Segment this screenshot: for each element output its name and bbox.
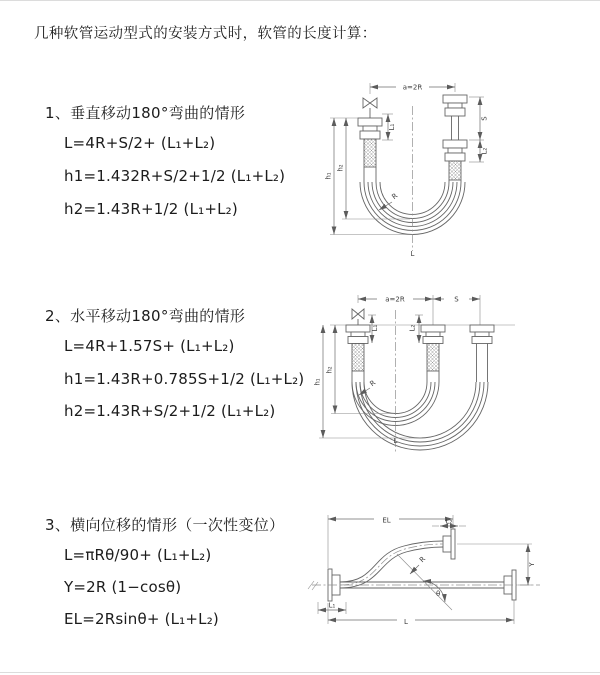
dim-label-y: Y bbox=[528, 562, 536, 567]
dim-l bbox=[328, 600, 514, 626]
dim-label-h1: h₁ bbox=[313, 378, 322, 386]
section1-formula-h1: h1=1.432R+S/2+1/2 (L₁+L₂) bbox=[64, 167, 286, 185]
page-bottom-edge bbox=[0, 672, 600, 673]
dim-label-l2: L₂ bbox=[445, 517, 453, 526]
hose-u-bend-position2 bbox=[352, 382, 488, 450]
section2-heading: 2、水平移动180°弯曲的情形 bbox=[45, 307, 246, 325]
dim-label-s: S bbox=[454, 295, 459, 304]
dim-l1 bbox=[382, 114, 396, 140]
dim-l2 bbox=[469, 140, 489, 162]
dim-label-a2r: a=2R bbox=[385, 295, 405, 304]
centerline-break-mark bbox=[308, 581, 318, 590]
dim-s bbox=[469, 97, 489, 140]
dim-label-s: S bbox=[480, 116, 489, 121]
length-label: L bbox=[393, 437, 398, 445]
valve-icon bbox=[363, 98, 377, 118]
dim-label-l1: L₁ bbox=[371, 324, 379, 332]
page-top-edge bbox=[0, 0, 600, 1]
diagram-horizontal-180-bend bbox=[310, 282, 600, 462]
displaced-end-flange bbox=[443, 529, 455, 559]
dim-label-l1: L₁ bbox=[388, 123, 396, 131]
radius-label: R bbox=[368, 378, 378, 389]
dim-label-h2: h₂ bbox=[336, 164, 345, 172]
middle-pipe-fitting bbox=[421, 325, 445, 371]
section1-formula-L: L=4R+S/2+ (L₁+L₂) bbox=[64, 134, 216, 152]
dim-l1 bbox=[318, 602, 346, 615]
diagram-lateral-displacement bbox=[300, 498, 600, 653]
right-pipe-fitting bbox=[443, 95, 467, 180]
dim-label-h2: h₂ bbox=[325, 366, 334, 374]
left-pipe-fitting bbox=[358, 118, 382, 167]
length-label: L bbox=[410, 250, 415, 258]
dim-y bbox=[457, 544, 536, 585]
dim-label-h1: h₁ bbox=[324, 172, 333, 180]
section2-formula-L: L=4R+1.57S+ (L₁+L₂) bbox=[64, 337, 235, 355]
left-pipe-fitting bbox=[346, 325, 370, 371]
dim-label-el: EL bbox=[382, 516, 391, 525]
radius-label: R bbox=[390, 191, 400, 202]
dim-s bbox=[433, 296, 480, 304]
section1-heading: 1、垂直移动180°弯曲的情形 bbox=[45, 104, 246, 122]
section3-formula-EL: EL=2Rsinθ+ (L₁+L₂) bbox=[64, 610, 219, 628]
section3-formula-Y: Y=2R (1−cosθ) bbox=[64, 578, 182, 596]
valve-icon bbox=[352, 309, 364, 325]
radius-callout bbox=[410, 555, 427, 574]
dim-label-l1: L₁ bbox=[328, 601, 336, 610]
section1-formula-h2: h2=1.43R+1/2 (L₁+L₂) bbox=[64, 200, 238, 218]
dim-a2r bbox=[370, 83, 455, 94]
dim-label-l: L bbox=[404, 618, 408, 626]
dim-label-l2: L₂ bbox=[408, 324, 417, 332]
dim-label-a2r: a=2R bbox=[402, 83, 423, 92]
radius-label: R bbox=[418, 555, 428, 565]
dim-label-l2: L₂ bbox=[480, 147, 489, 155]
diagram-vertical-180-bend bbox=[312, 70, 600, 260]
angle-label: θ bbox=[436, 590, 441, 598]
hose-s-curve bbox=[340, 541, 443, 588]
section3-heading: 3、横向位移的情形（一次性变位） bbox=[45, 516, 285, 534]
page-title: 几种软管运动型式的安装方式时，软管的长度计算： bbox=[34, 26, 377, 42]
section3-formula-L: L=πRθ/90+ (L₁+L₂) bbox=[64, 546, 212, 564]
section2-formula-h2: h2=1.43R+S/2+1/2 (L₁+L₂) bbox=[64, 402, 276, 420]
section2-formula-h1: h1=1.43R+0.785S+1/2 (L₁+L₂) bbox=[64, 370, 305, 388]
right-pipe-fitting bbox=[470, 325, 494, 382]
